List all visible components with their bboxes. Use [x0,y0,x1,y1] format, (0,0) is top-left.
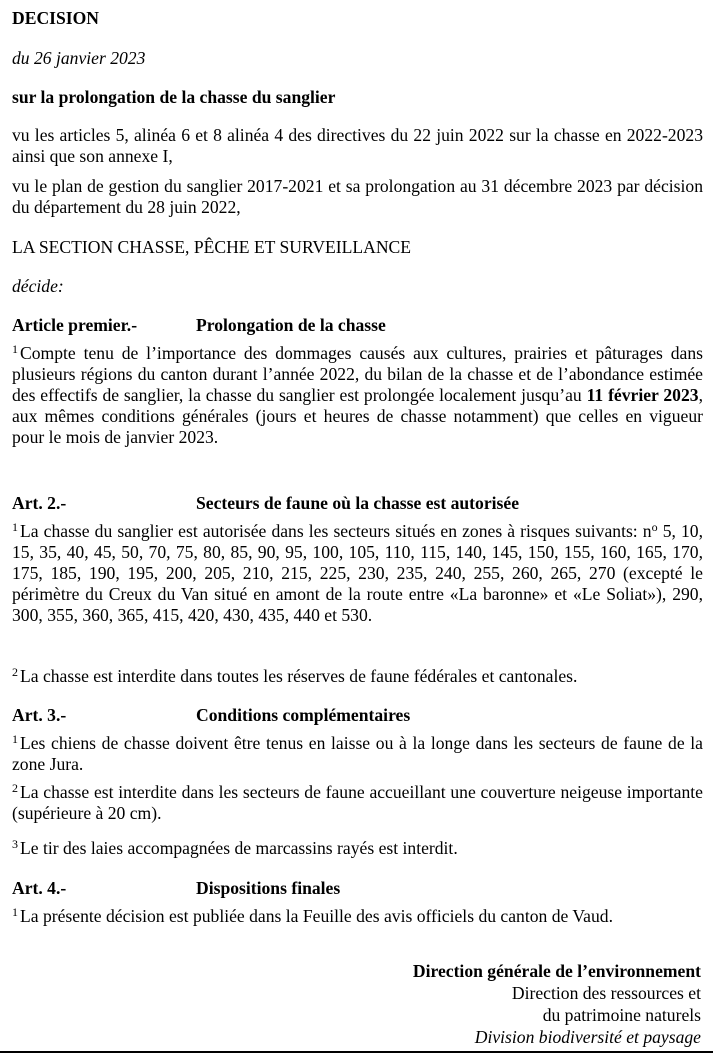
article-1-title: Prolongation de la chasse [196,315,386,335]
article-2-alinea-1: $^1$ La chasse du sanglier est autorisée dans les secteurs situés en zones à risques suivants: $n^o$ 5, 10, 15, 35, 40, 45, 50, 70, 75, 80, 85, 90, 95, 100, 105, 110, 115, 140, 145, 150, 155, 160, 165, 170, 175, 185, 190, 195, 200, 205, 210, 215, 225, 230, 235, 240, 255, 260, 265, 270 (excepté le périmètre du Creux du Van situé en amont de la route entre «La baronne» et «Le Soliat»), 290, 300, 355, 360, 365, 415, 420, 430, 435, 440 et 530. [12,520,703,625]
article-3-heading [12,705,410,726]
article-2-title: Secteurs de faune où la chasse est autorisée [196,493,520,513]
signature-directorate: Direction générale de l’environnement [412,961,701,981]
article-1-heading [12,315,386,336]
article-4-heading [12,878,340,899]
decision-date: du 26 janvier 2023 [12,48,146,68]
article-3-title: Conditions complémentaires [196,705,411,725]
article-1-number: Article premier.- [12,315,138,335]
considerant-1: vu les articles 5, alinéa 6 et 8 alinéa 4 des directives du 22 juin 2022 sur la chasse en 2022-2023 ainsi que son annexe I, [12,125,703,166]
article-4-number: Art. 4.- [12,878,67,898]
article-2-number: Art. 2.- [12,493,67,513]
article-1-alinea-1: $^1$ Compte tenu de l’importance des dommages causés aux cultures, prairies et pâturages dans plusieurs régions du canton durant l’année 2022, du bilan de la chasse et de l’abondance estimée des effectifs de sanglier, la chasse du sanglier est prolongée localement jusqu’au 11 février 2023, aux mêmes conditions générales (jours et heures de chasse notamment) que celles en vigueur pour le mois de janvier 2023. [12,342,703,447]
authority: LA SECTION CHASSE, PÊCHE ET SURVEILLANCE [12,237,412,257]
bottom-rule [0,1051,713,1053]
article-4-alinea-1: $^1$ La présente décision est publiée dans la Feuille des avis officiels du canton de Vaud. [12,905,613,926]
signature-direction: Direction des ressources et [511,983,701,1003]
article-3-number: Art. 3.- [12,705,67,725]
article-4-title: Dispositions finales [196,878,341,898]
article-2-heading [12,493,519,514]
signature-division: Division biodiversité et paysage [474,1027,701,1047]
decision-subject: sur la prolongation de la chasse du sanglier [12,87,336,107]
decides-label: décide: [12,276,64,296]
extension-date: 11 février 2023 [586,385,699,405]
considerant-2: vu le plan de gestion du sanglier 2017-2021 et sa prolongation au 31 décembre 2023 par décision du département du 28 juin 2022, [12,176,703,217]
decision-heading: DECISION [12,8,100,28]
article-3-alinea-3: $^3$ Le tir des laies accompagnées de marcassins rayés est interdit. [12,837,458,858]
signature-direction-2: du patrimoine naturels [542,1005,701,1025]
article-2-alinea-2: $^2$ La chasse est interdite dans toutes les réserves de faune fédérales et cantonales. [12,665,578,686]
article-3-alinea-2: $^2$ La chasse est interdite dans les secteurs de faune accueillant une couverture neigeuse importante (supérieure à 20 cm). [12,781,703,823]
article-3-alinea-1: $^1$ Les chiens de chasse doivent être tenus en laisse ou à la longe dans les secteurs de faune de la zone Jura. [12,732,703,774]
